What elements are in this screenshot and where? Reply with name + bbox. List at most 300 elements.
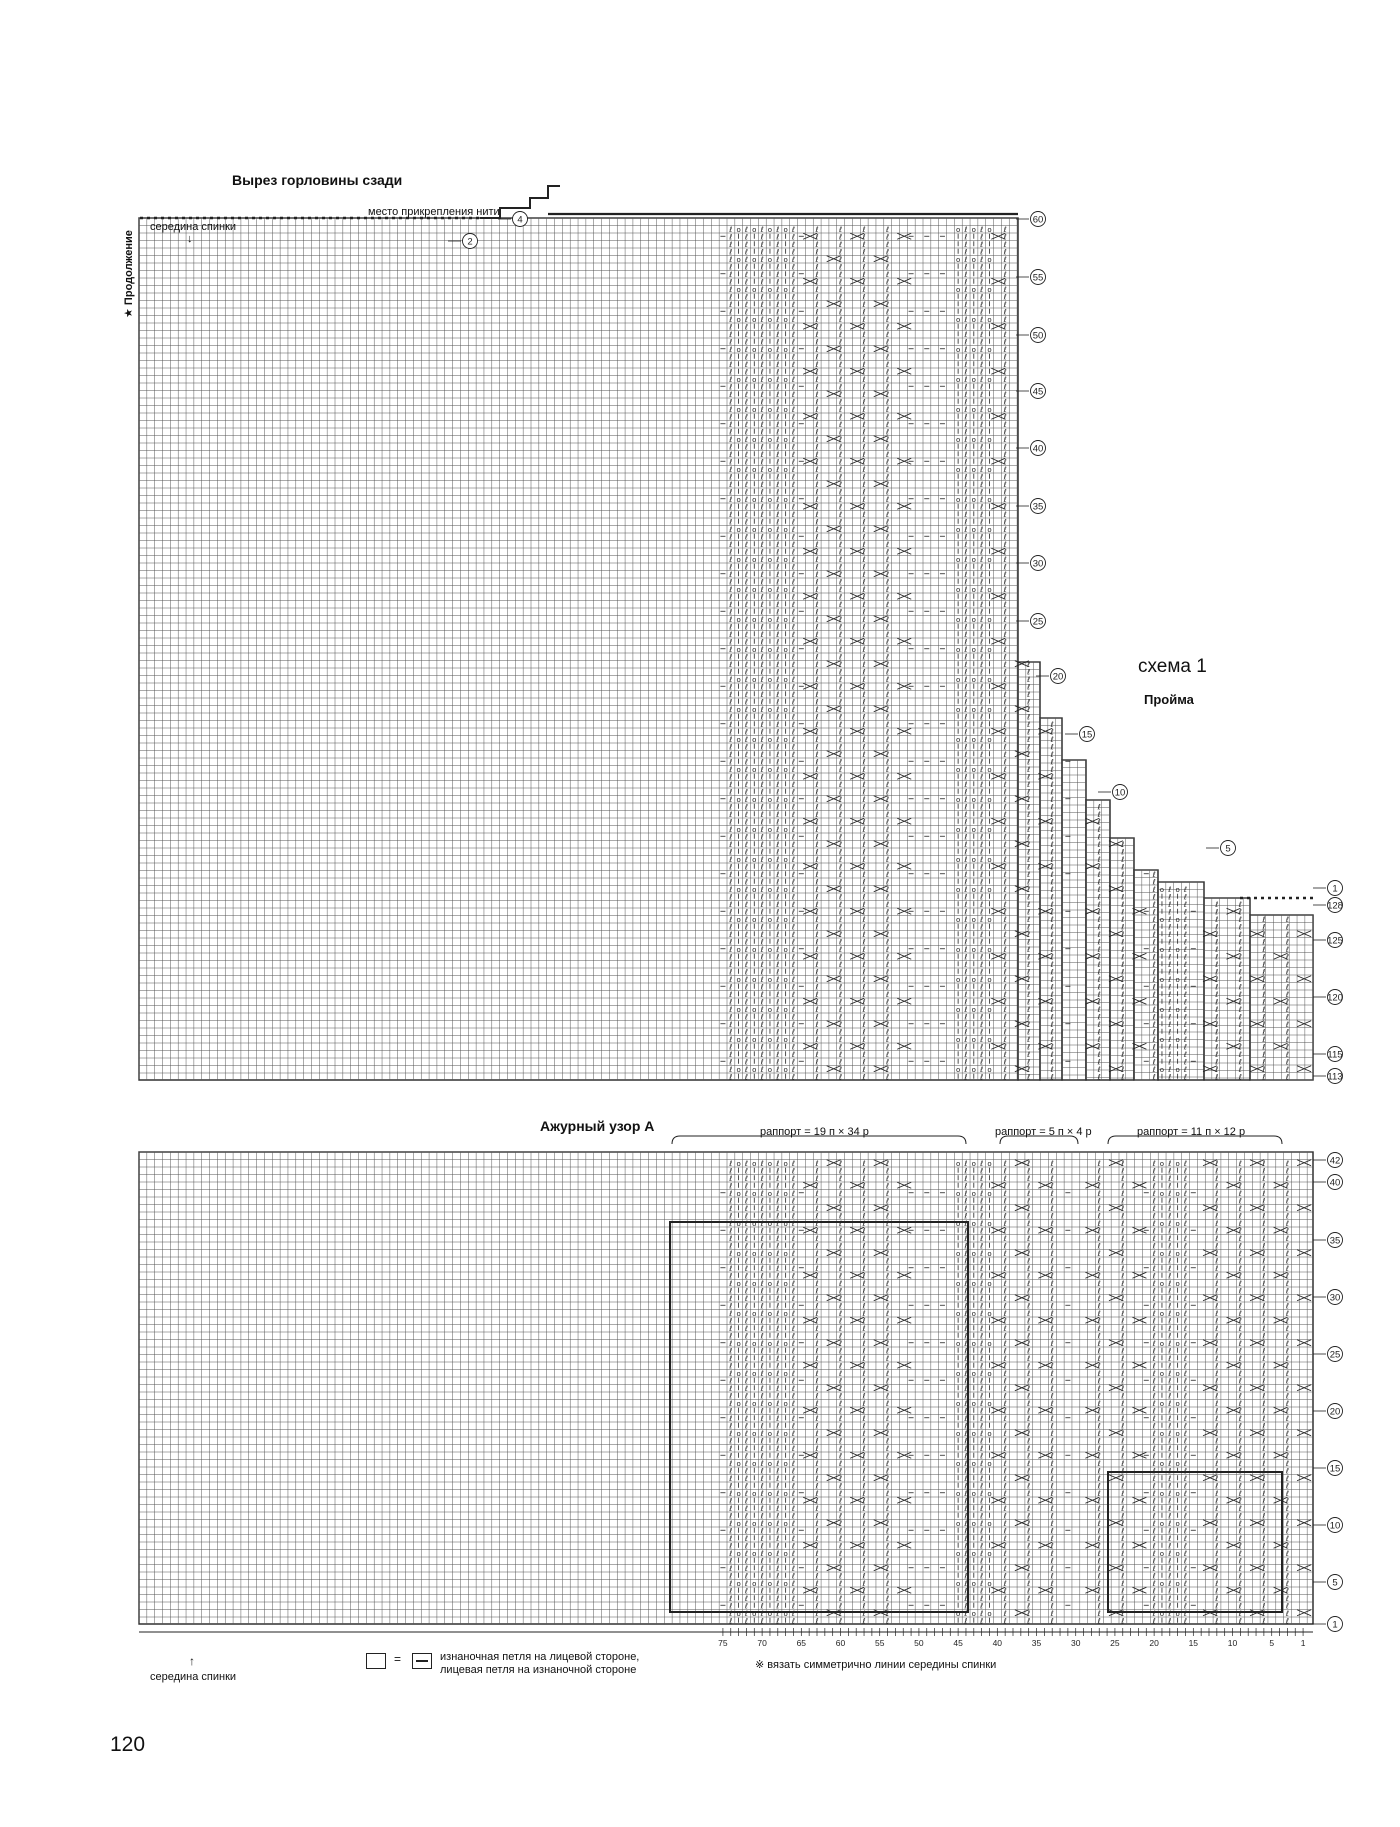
twist-stitch-glyph: ℓ xyxy=(729,712,733,722)
twist-stitch-glyph: ℓ xyxy=(760,239,764,249)
twist-stitch-glyph: ℓ xyxy=(964,922,968,932)
twist-stitch-glyph: ℓ xyxy=(776,607,780,617)
twist-stitch-glyph: ℓ xyxy=(1183,1353,1188,1363)
twist-stitch-glyph: ℓ xyxy=(1152,1496,1156,1506)
armhole-step xyxy=(1250,915,1313,1080)
twist-stitch-glyph: ℓ xyxy=(1121,1436,1125,1446)
twist-stitch-glyph: ℓ xyxy=(729,854,733,864)
twist-stitch-glyph: ℓ xyxy=(862,869,866,879)
twist-stitch-glyph: ℓ xyxy=(815,569,819,579)
twist-stitch-glyph: ℓ xyxy=(886,442,890,452)
twist-stitch-glyph: ℓ xyxy=(862,1042,866,1052)
twist-stitch-glyph: ℓ xyxy=(838,772,843,782)
twist-stitch-glyph: ℓ xyxy=(744,1601,748,1611)
twist-stitch-glyph: ℓ xyxy=(1215,1406,1219,1416)
yarn-over-glyph: o xyxy=(752,525,757,534)
twist-stitch-glyph: ℓ xyxy=(1238,1368,1242,1378)
twist-stitch-glyph: ℓ xyxy=(1003,592,1007,602)
twist-stitch-glyph: ℓ xyxy=(729,509,733,519)
twist-stitch-glyph: ℓ xyxy=(964,502,968,512)
twist-stitch-glyph: ℓ xyxy=(744,472,748,482)
twist-stitch-glyph: ℓ xyxy=(1050,757,1054,767)
twist-stitch-glyph: ℓ xyxy=(791,1578,796,1588)
twist-stitch-glyph: ℓ xyxy=(1003,284,1007,294)
yarn-over-glyph: o xyxy=(736,285,741,294)
twist-stitch-glyph: ℓ xyxy=(1097,1042,1101,1052)
twist-stitch-glyph: ℓ xyxy=(744,374,748,384)
twist-stitch-glyph: ℓ xyxy=(886,599,890,609)
twist-stitch-glyph: ℓ xyxy=(791,1563,796,1573)
twist-stitch-glyph: ℓ xyxy=(1285,959,1289,969)
twist-stitch-glyph: ℓ xyxy=(1097,1511,1101,1521)
twist-stitch-glyph: ℓ xyxy=(1027,1436,1031,1446)
yarn-over-glyph: o xyxy=(736,345,741,354)
twist-stitch-glyph: ℓ xyxy=(886,1481,890,1491)
twist-stitch-glyph: ℓ xyxy=(838,652,843,662)
twist-stitch-glyph: ℓ xyxy=(862,944,866,954)
twist-stitch-glyph: ℓ xyxy=(1027,659,1031,669)
yarn-over-glyph: o xyxy=(752,735,757,744)
twist-stitch-glyph: ℓ xyxy=(815,854,819,864)
twist-stitch-glyph: ℓ xyxy=(1003,644,1007,654)
twist-stitch-glyph: ℓ xyxy=(862,1027,866,1037)
twist-stitch-glyph: ℓ xyxy=(1121,959,1125,969)
twist-stitch-glyph: ℓ xyxy=(760,1601,764,1611)
twist-stitch-glyph: ℓ xyxy=(729,989,733,999)
twist-stitch-glyph: ℓ xyxy=(886,1004,890,1014)
twist-stitch-glyph: ℓ xyxy=(776,1458,780,1468)
yarn-over-glyph: o xyxy=(752,705,757,714)
twist-stitch-glyph: ℓ xyxy=(1168,1436,1172,1446)
yarn-over-glyph: o xyxy=(736,1549,741,1558)
twist-stitch-glyph: ℓ xyxy=(980,554,984,564)
twist-stitch-glyph: ℓ xyxy=(862,607,866,617)
twist-stitch-glyph: ℓ xyxy=(1183,1361,1188,1371)
twist-stitch-glyph: ℓ xyxy=(1003,877,1007,887)
twist-stitch-glyph: ℓ xyxy=(964,1466,968,1476)
twist-stitch-glyph: ℓ xyxy=(1168,1616,1172,1626)
twist-stitch-glyph: ℓ xyxy=(886,742,890,752)
twist-stitch-glyph: ℓ xyxy=(760,727,764,737)
twist-stitch-glyph: ℓ xyxy=(744,892,748,902)
twist-stitch-glyph: ℓ xyxy=(791,1451,796,1461)
twist-stitch-glyph: ℓ xyxy=(1285,952,1289,962)
twist-stitch-glyph: ℓ xyxy=(791,1042,796,1052)
twist-stitch-glyph: ℓ xyxy=(776,989,780,999)
twist-stitch-glyph: ℓ xyxy=(1183,1368,1188,1378)
twist-stitch-glyph: ℓ xyxy=(760,577,764,587)
twist-stitch-glyph: ℓ xyxy=(760,1548,764,1558)
yarn-over-glyph: o xyxy=(752,315,757,324)
twist-stitch-glyph: ℓ xyxy=(862,577,866,587)
twist-stitch-glyph: ℓ xyxy=(862,667,866,677)
twist-stitch-glyph: ℓ xyxy=(1050,944,1054,954)
twist-stitch-glyph: ℓ xyxy=(776,764,780,774)
twist-stitch-glyph: ℓ xyxy=(1238,1458,1242,1468)
yarn-over-glyph: o xyxy=(1175,1399,1180,1408)
twist-stitch-glyph: ℓ xyxy=(729,1496,733,1506)
twist-stitch-glyph: ℓ xyxy=(964,607,968,617)
yarn-over-glyph: o xyxy=(736,825,741,834)
twist-stitch-glyph: ℓ xyxy=(1027,704,1031,714)
twist-stitch-glyph: ℓ xyxy=(838,637,843,647)
twist-stitch-glyph: ℓ xyxy=(838,779,843,789)
twist-stitch-glyph: ℓ xyxy=(862,322,866,332)
yarn-over-glyph: o xyxy=(752,1459,757,1468)
yarn-over-glyph: o xyxy=(752,1609,757,1618)
twist-stitch-glyph: ℓ xyxy=(760,779,764,789)
twist-stitch-glyph: ℓ xyxy=(744,479,748,489)
twist-stitch-glyph: ℓ xyxy=(729,757,733,767)
twist-stitch-glyph: ℓ xyxy=(964,704,968,714)
twist-stitch-glyph: ℓ xyxy=(729,1034,733,1044)
yarn-over-glyph: o xyxy=(752,1065,757,1074)
twist-stitch-glyph: ℓ xyxy=(1027,1578,1031,1588)
twist-stitch-glyph: ℓ xyxy=(729,374,733,384)
twist-stitch-glyph: ℓ xyxy=(1262,922,1266,932)
twist-stitch-glyph: ℓ xyxy=(815,667,819,677)
twist-stitch-glyph: ℓ xyxy=(886,232,890,242)
twist-stitch-glyph: ℓ xyxy=(964,1541,968,1551)
twist-stitch-glyph: ℓ xyxy=(1027,869,1031,879)
twist-stitch-glyph: ℓ xyxy=(886,277,890,287)
twist-stitch-glyph: ℓ xyxy=(1152,1042,1156,1052)
twist-stitch-glyph: ℓ xyxy=(1003,539,1007,549)
twist-stitch-glyph: ℓ xyxy=(886,352,890,362)
yarn-over-glyph: o xyxy=(987,1005,992,1014)
twist-stitch-glyph: ℓ xyxy=(729,1466,733,1476)
yarn-over-glyph: o xyxy=(1159,975,1165,984)
yarn-over-glyph: o xyxy=(987,375,992,384)
twist-stitch-glyph: ℓ xyxy=(729,524,733,534)
twist-stitch-glyph: ℓ xyxy=(1003,1616,1007,1626)
twist-stitch-glyph: ℓ xyxy=(1027,1563,1031,1573)
twist-stitch-glyph: ℓ xyxy=(980,629,984,639)
twist-stitch-glyph: ℓ xyxy=(1183,1616,1188,1626)
twist-stitch-glyph: ℓ xyxy=(980,989,984,999)
twist-stitch-glyph: ℓ xyxy=(1027,697,1031,707)
twist-stitch-glyph: ℓ xyxy=(1285,1436,1289,1446)
twist-stitch-glyph: ℓ xyxy=(1003,674,1007,684)
twist-stitch-glyph: ℓ xyxy=(815,1556,819,1566)
twist-stitch-glyph: ℓ xyxy=(1238,1548,1242,1558)
twist-stitch-glyph: ℓ xyxy=(760,742,764,752)
twist-stitch-glyph: ℓ xyxy=(1168,892,1172,902)
twist-stitch-glyph: ℓ xyxy=(838,614,843,624)
twist-stitch-glyph: ℓ xyxy=(744,322,748,332)
twist-stitch-glyph: ℓ xyxy=(1262,1012,1266,1022)
twist-stitch-glyph: ℓ xyxy=(862,952,866,962)
twist-stitch-glyph: ℓ xyxy=(760,824,764,834)
twist-stitch-glyph: ℓ xyxy=(815,1481,819,1491)
twist-stitch-glyph: ℓ xyxy=(1238,944,1242,954)
twist-stitch-glyph: ℓ xyxy=(1168,1578,1172,1588)
twist-stitch-glyph: ℓ xyxy=(980,832,984,842)
cable-cross-mark xyxy=(1297,931,1311,937)
twist-stitch-glyph: ℓ xyxy=(776,502,780,512)
yarn-over-glyph: o xyxy=(736,225,741,234)
twist-stitch-glyph: ℓ xyxy=(1183,1526,1188,1536)
twist-stitch-glyph: ℓ xyxy=(980,1398,984,1408)
twist-stitch-glyph: ℓ xyxy=(1262,1556,1266,1566)
twist-stitch-glyph: ℓ xyxy=(862,1428,866,1438)
twist-stitch-glyph: ℓ xyxy=(760,922,764,932)
twist-stitch-glyph: ℓ xyxy=(964,877,968,887)
twist-stitch-glyph: ℓ xyxy=(1152,1376,1156,1386)
yarn-over-glyph: o xyxy=(955,1399,961,1408)
twist-stitch-glyph: ℓ xyxy=(1097,1608,1101,1618)
twist-stitch-glyph: ℓ xyxy=(838,367,843,377)
twist-stitch-glyph: ℓ xyxy=(815,1518,819,1528)
yarn-over-glyph: o xyxy=(783,525,788,534)
twist-stitch-glyph: ℓ xyxy=(776,1353,780,1363)
twist-stitch-glyph: ℓ xyxy=(776,944,780,954)
twist-stitch-glyph: ℓ xyxy=(776,614,780,624)
twist-stitch-glyph: ℓ xyxy=(815,1511,819,1521)
twist-stitch-glyph: ℓ xyxy=(744,1391,748,1401)
twist-stitch-glyph: ℓ xyxy=(980,659,984,669)
twist-stitch-glyph: ℓ xyxy=(1238,989,1242,999)
twist-stitch-glyph: ℓ xyxy=(964,359,968,369)
twist-stitch-glyph: ℓ xyxy=(1097,1466,1101,1476)
twist-stitch-glyph: ℓ xyxy=(1215,974,1219,984)
twist-stitch-glyph: ℓ xyxy=(862,787,866,797)
twist-stitch-glyph: ℓ xyxy=(862,697,866,707)
yarn-over-glyph: o xyxy=(971,1489,976,1498)
twist-stitch-glyph: ℓ xyxy=(791,494,796,504)
twist-stitch-glyph: ℓ xyxy=(980,307,984,317)
twist-stitch-glyph: ℓ xyxy=(838,1353,843,1363)
yarn-over-glyph: o xyxy=(752,1489,757,1498)
twist-stitch-glyph: ℓ xyxy=(980,427,984,437)
twist-stitch-glyph: ℓ xyxy=(980,1578,984,1588)
twist-stitch-glyph: ℓ xyxy=(980,1458,984,1468)
twist-stitch-glyph: ℓ xyxy=(791,1361,796,1371)
twist-stitch-glyph: ℓ xyxy=(838,839,843,849)
twist-stitch-glyph: ℓ xyxy=(1003,682,1007,692)
twist-stitch-glyph: ℓ xyxy=(964,929,968,939)
yarn-over-glyph: o xyxy=(971,705,976,714)
twist-stitch-glyph: ℓ xyxy=(862,1064,866,1074)
twist-stitch-glyph: ℓ xyxy=(760,772,764,782)
twist-stitch-glyph: ℓ xyxy=(729,449,733,459)
twist-stitch-glyph: ℓ xyxy=(838,974,843,984)
twist-stitch-glyph: ℓ xyxy=(1238,937,1242,947)
twist-stitch-glyph: ℓ xyxy=(729,607,733,617)
twist-stitch-glyph: ℓ xyxy=(815,764,819,774)
twist-stitch-glyph: ℓ xyxy=(729,824,733,834)
twist-stitch-glyph: ℓ xyxy=(1027,772,1031,782)
twist-stitch-glyph: ℓ xyxy=(815,862,819,872)
twist-stitch-glyph: ℓ xyxy=(862,719,866,729)
twist-stitch-glyph: ℓ xyxy=(1121,1406,1125,1416)
twist-stitch-glyph: ℓ xyxy=(964,1593,968,1603)
twist-stitch-glyph: ℓ xyxy=(1027,1428,1031,1438)
twist-stitch-glyph: ℓ xyxy=(1168,1593,1172,1603)
twist-stitch-glyph: ℓ xyxy=(744,1027,748,1037)
twist-stitch-glyph: ℓ xyxy=(1003,389,1007,399)
twist-stitch-glyph: ℓ xyxy=(760,697,764,707)
twist-stitch-glyph: ℓ xyxy=(815,922,819,932)
twist-stitch-glyph: ℓ xyxy=(744,569,748,579)
twist-stitch-glyph: ℓ xyxy=(964,637,968,647)
twist-stitch-glyph: ℓ xyxy=(744,389,748,399)
twist-stitch-glyph: ℓ xyxy=(744,667,748,677)
twist-stitch-glyph: ℓ xyxy=(1121,877,1125,887)
twist-stitch-glyph: ℓ xyxy=(744,674,748,684)
twist-stitch-glyph: ℓ xyxy=(744,539,748,549)
twist-stitch-glyph: ℓ xyxy=(1183,1012,1188,1022)
twist-stitch-glyph: ℓ xyxy=(862,502,866,512)
twist-stitch-glyph: ℓ xyxy=(1285,1361,1289,1371)
twist-stitch-glyph: ℓ xyxy=(1285,1571,1289,1581)
twist-stitch-glyph: ℓ xyxy=(729,637,733,647)
yarn-over-glyph: o xyxy=(767,675,773,684)
twist-stitch-glyph: ℓ xyxy=(791,824,796,834)
twist-stitch-glyph: ℓ xyxy=(1027,892,1031,902)
yarn-over-glyph: o xyxy=(783,1609,788,1618)
twist-stitch-glyph: ℓ xyxy=(729,1072,733,1082)
twist-stitch-glyph: ℓ xyxy=(791,592,796,602)
twist-stitch-glyph: ℓ xyxy=(862,1012,866,1022)
twist-stitch-glyph: ℓ xyxy=(1285,1398,1289,1408)
twist-stitch-glyph: ℓ xyxy=(744,449,748,459)
twist-stitch-glyph: ℓ xyxy=(1152,1578,1156,1588)
twist-stitch-glyph: ℓ xyxy=(1285,1353,1289,1363)
twist-stitch-glyph: ℓ xyxy=(838,1421,843,1431)
yarn-over-glyph: o xyxy=(783,435,788,444)
twist-stitch-glyph: ℓ xyxy=(964,884,968,894)
twist-stitch-glyph: ℓ xyxy=(744,697,748,707)
twist-stitch-glyph: ℓ xyxy=(838,1383,843,1393)
twist-stitch-glyph: ℓ xyxy=(729,1526,733,1536)
twist-stitch-glyph: ℓ xyxy=(964,1353,968,1363)
twist-stitch-glyph: ℓ xyxy=(791,569,796,579)
twist-stitch-glyph: ℓ xyxy=(1238,1556,1242,1566)
yarn-over-glyph: o xyxy=(955,1459,961,1468)
twist-stitch-glyph: ℓ xyxy=(980,397,984,407)
twist-stitch-glyph: ℓ xyxy=(980,967,984,977)
twist-stitch-glyph: ℓ xyxy=(791,359,796,369)
twist-stitch-glyph: ℓ xyxy=(1121,1413,1125,1423)
twist-stitch-glyph: ℓ xyxy=(1050,1578,1054,1588)
twist-stitch-glyph: ℓ xyxy=(838,1503,843,1513)
twist-stitch-glyph: ℓ xyxy=(1238,1027,1242,1037)
twist-stitch-glyph: ℓ xyxy=(838,1428,843,1438)
twist-stitch-glyph: ℓ xyxy=(1050,1526,1054,1536)
twist-stitch-glyph: ℓ xyxy=(1003,952,1007,962)
twist-stitch-glyph: ℓ xyxy=(1003,1608,1007,1618)
twist-stitch-glyph: ℓ xyxy=(729,1413,733,1423)
twist-stitch-glyph: ℓ xyxy=(776,1057,780,1067)
twist-stitch-glyph: ℓ xyxy=(862,1541,866,1551)
twist-stitch-glyph: ℓ xyxy=(815,644,819,654)
twist-stitch-glyph: ℓ xyxy=(776,284,780,294)
twist-stitch-glyph: ℓ xyxy=(729,434,733,444)
twist-stitch-glyph: ℓ xyxy=(791,292,796,302)
twist-stitch-glyph: ℓ xyxy=(1027,907,1031,917)
yarn-over-glyph: o xyxy=(736,1579,741,1588)
twist-stitch-glyph: ℓ xyxy=(744,299,748,309)
twist-stitch-glyph: ℓ xyxy=(838,967,843,977)
twist-stitch-glyph: ℓ xyxy=(1050,839,1054,849)
twist-stitch-glyph: ℓ xyxy=(980,487,984,497)
twist-stitch-glyph: ℓ xyxy=(744,1034,748,1044)
twist-stitch-glyph: ℓ xyxy=(1050,1413,1054,1423)
twist-stitch-glyph: ℓ xyxy=(838,479,843,489)
twist-stitch-glyph: ℓ xyxy=(815,554,819,564)
twist-stitch-glyph: ℓ xyxy=(1050,1601,1054,1611)
twist-stitch-glyph: ℓ xyxy=(838,802,843,812)
twist-stitch-glyph: ℓ xyxy=(980,899,984,909)
twist-stitch-glyph: ℓ xyxy=(1215,1391,1219,1401)
twist-stitch-glyph: ℓ xyxy=(1168,937,1172,947)
twist-stitch-glyph: ℓ xyxy=(1003,1042,1007,1052)
twist-stitch-glyph: ℓ xyxy=(791,1466,796,1476)
twist-stitch-glyph: ℓ xyxy=(1215,967,1219,977)
twist-stitch-glyph: ℓ xyxy=(744,1042,748,1052)
twist-stitch-glyph: ℓ xyxy=(1183,952,1188,962)
twist-stitch-glyph: ℓ xyxy=(815,449,819,459)
twist-stitch-glyph: ℓ xyxy=(964,337,968,347)
twist-stitch-glyph: ℓ xyxy=(1003,1473,1007,1483)
twist-stitch-glyph: ℓ xyxy=(1003,884,1007,894)
yarn-over-glyph: o xyxy=(736,375,741,384)
yarn-over-glyph: o xyxy=(752,375,757,384)
twist-stitch-glyph: ℓ xyxy=(760,689,764,699)
twist-stitch-glyph: ℓ xyxy=(760,382,764,392)
twist-stitch-glyph: ℓ xyxy=(1027,847,1031,857)
yarn-over-glyph: o xyxy=(955,255,961,264)
twist-stitch-glyph: ℓ xyxy=(1262,967,1266,977)
twist-stitch-glyph: ℓ xyxy=(760,389,764,399)
yarn-over-glyph: o xyxy=(1175,1489,1180,1498)
twist-stitch-glyph: ℓ xyxy=(980,592,984,602)
twist-stitch-glyph: ℓ xyxy=(964,629,968,639)
twist-stitch-glyph: ℓ xyxy=(838,734,843,744)
twist-stitch-glyph: ℓ xyxy=(729,1503,733,1513)
twist-stitch-glyph: ℓ xyxy=(729,1563,733,1573)
twist-stitch-glyph: ℓ xyxy=(1238,1608,1242,1618)
twist-stitch-glyph: ℓ xyxy=(1050,929,1054,939)
twist-stitch-glyph: ℓ xyxy=(1152,1518,1156,1528)
twist-stitch-glyph: ℓ xyxy=(1183,1436,1188,1446)
twist-stitch-glyph: ℓ xyxy=(815,1361,819,1371)
twist-stitch-glyph: ℓ xyxy=(791,1541,796,1551)
twist-stitch-glyph: ℓ xyxy=(1183,997,1188,1007)
twist-stitch-glyph: ℓ xyxy=(729,689,733,699)
twist-stitch-glyph: ℓ xyxy=(760,1556,764,1566)
yarn-over-glyph: o xyxy=(767,1519,773,1528)
twist-stitch-glyph: ℓ xyxy=(744,1473,748,1483)
twist-stitch-glyph: ℓ xyxy=(1262,1042,1266,1052)
twist-stitch-glyph: ℓ xyxy=(776,1027,780,1037)
twist-stitch-glyph: ℓ xyxy=(862,404,866,414)
twist-stitch-glyph: ℓ xyxy=(838,697,843,707)
twist-stitch-glyph: ℓ xyxy=(1238,1533,1242,1543)
twist-stitch-glyph: ℓ xyxy=(964,959,968,969)
twist-stitch-glyph: ℓ xyxy=(1215,1428,1219,1438)
twist-stitch-glyph: ℓ xyxy=(815,629,819,639)
twist-stitch-glyph: ℓ xyxy=(1168,1608,1172,1618)
twist-stitch-glyph: ℓ xyxy=(760,749,764,759)
twist-stitch-glyph: ℓ xyxy=(1027,982,1031,992)
twist-stitch-glyph: ℓ xyxy=(1285,944,1289,954)
twist-stitch-glyph: ℓ xyxy=(980,719,984,729)
twist-stitch-glyph: ℓ xyxy=(729,667,733,677)
twist-stitch-glyph: ℓ xyxy=(964,494,968,504)
twist-stitch-glyph: ℓ xyxy=(1027,937,1031,947)
